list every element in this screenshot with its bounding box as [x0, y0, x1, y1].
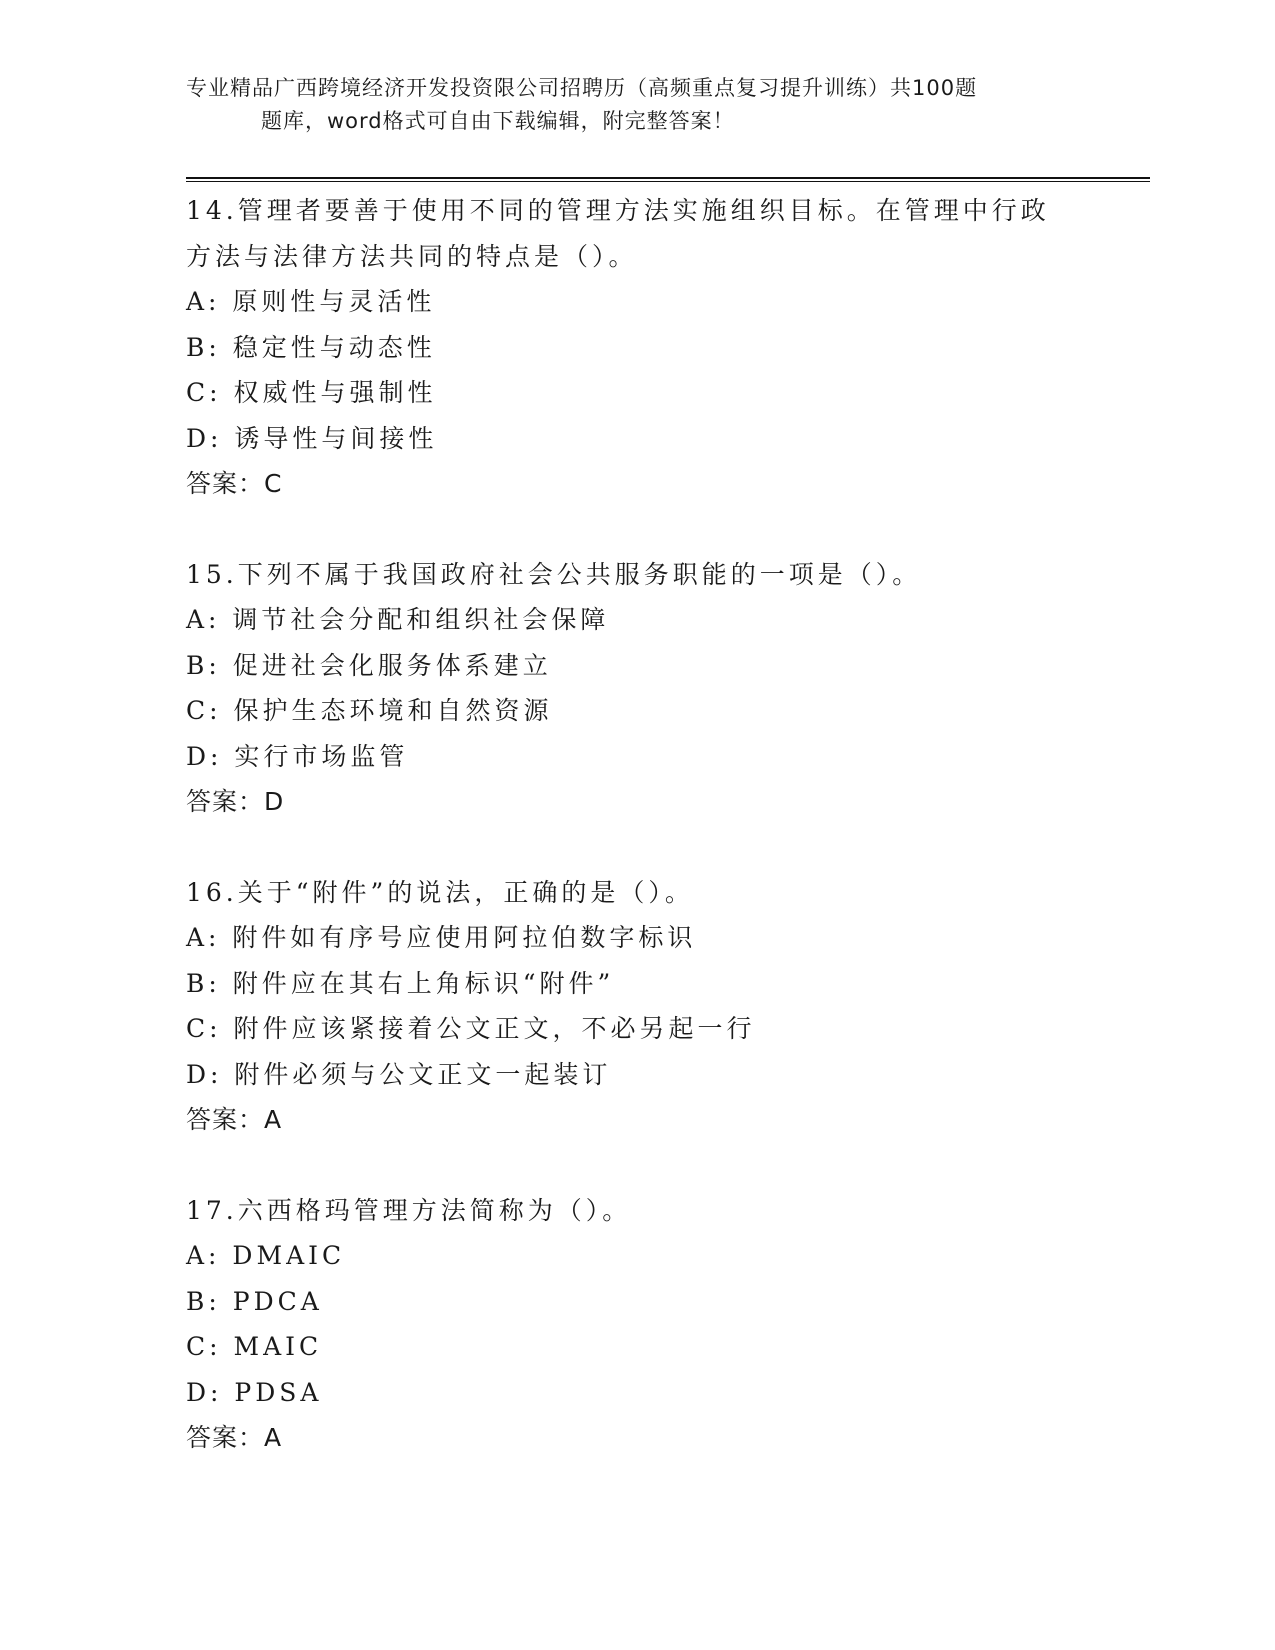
option-a: A: 原则性与灵活性 [186, 287, 436, 316]
option-d: D: PDSA [186, 1377, 323, 1407]
option-c: C: 附件应该紧接着公文正文，不必另起一行 [186, 1014, 756, 1043]
option-a: A: 附件如有序号应使用阿拉伯数字标识 [186, 923, 697, 952]
header-line-2: 题库，word格式可自由下载编辑，附完整答案！ [261, 109, 735, 133]
question-15 [186, 552, 1086, 825]
option-a: A: DMAIC [186, 1241, 346, 1270]
question-list [186, 188, 1086, 1506]
option-b: B: 附件应在其右上角标识“附件” [186, 968, 615, 998]
question-stem: 15.下列不属于我国政府社会公共服务职能的一项是（）。 [186, 559, 922, 589]
option-b: B: 稳定性与动态性 [186, 332, 436, 362]
question-16 [186, 870, 1086, 1143]
option-b: B: PDCA [186, 1286, 323, 1316]
question-stem: 17.六西格玛管理方法简称为（）。 [186, 1195, 632, 1225]
option-b: B: 促进社会化服务体系建立 [186, 650, 552, 680]
page-header [186, 72, 1086, 138]
option-d: D: 诱导性与间接性 [186, 423, 438, 453]
option-d: D: 附件必须与公文正文一起装订 [186, 1059, 612, 1089]
option-d: D: 实行市场监管 [186, 741, 409, 771]
question-stem: 16.关于“附件”的说法，正确的是（）。 [186, 877, 694, 907]
option-a: A: 调节社会分配和组织社会保障 [186, 605, 610, 634]
question-14 [186, 188, 1086, 507]
answer: 答案：A [186, 1423, 283, 1452]
option-c: C: 权威性与强制性 [186, 378, 437, 407]
answer: 答案：C [186, 469, 283, 498]
header-divider [186, 177, 1150, 182]
header-line-1: 专业精品广西跨境经济开发投资限公司招聘历（高频重点复习提升训练）共100题 [186, 76, 978, 100]
option-c: C: MAIC [186, 1332, 323, 1361]
question-stem: 14.管理者要善于使用不同的管理方法实施组织目标。在管理中行政方法与法律方法共同的特点是（）。 [186, 196, 1050, 271]
answer: 答案：D [186, 787, 285, 816]
option-c: C: 保护生态环境和自然资源 [186, 696, 553, 725]
answer: 答案：A [186, 1105, 283, 1134]
question-17 [186, 1188, 1086, 1461]
